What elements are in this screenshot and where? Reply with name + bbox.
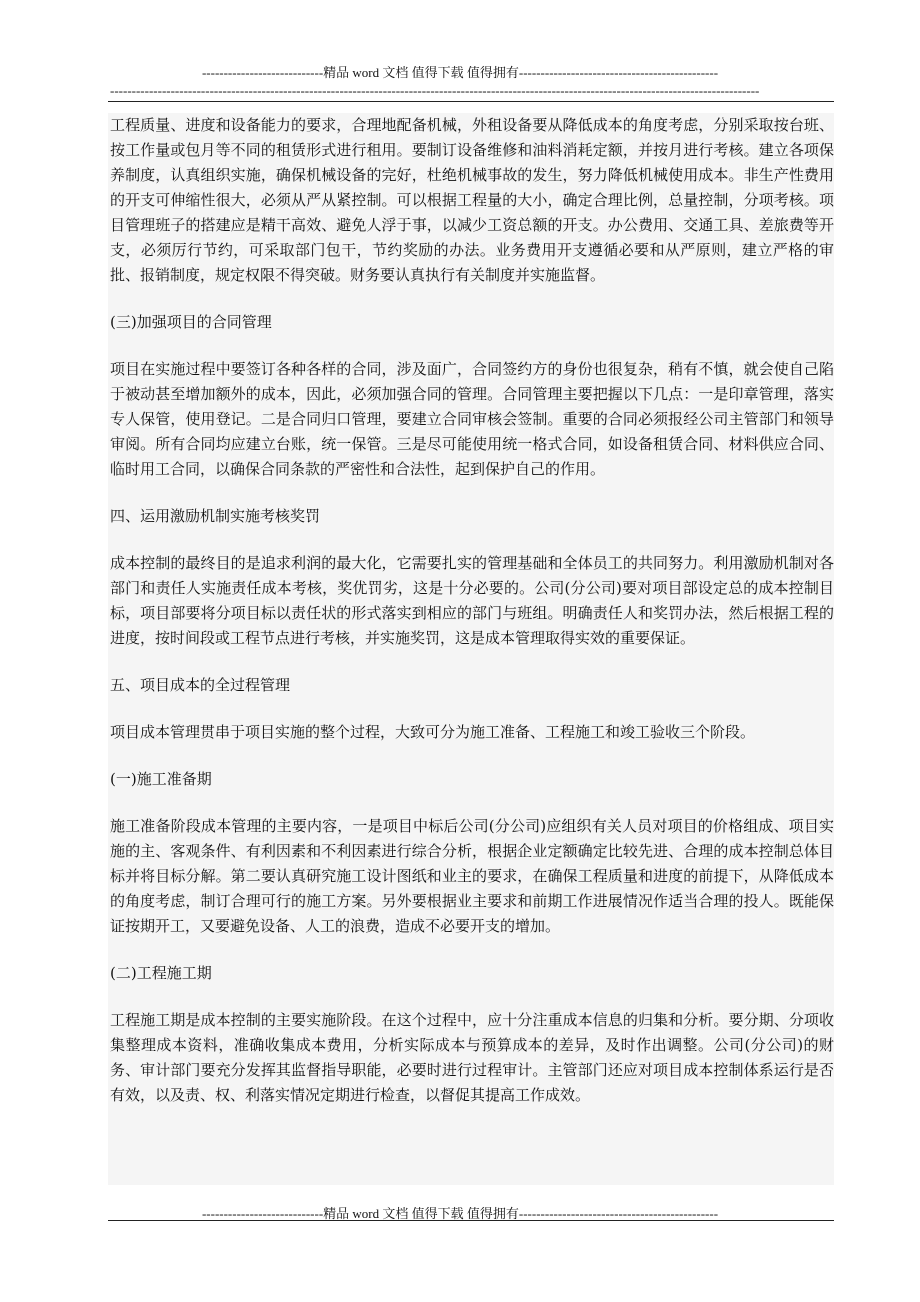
paragraph-full-process: 项目成本管理贯串于项目实施的整个过程，大致可分为施工准备、工程施工和竣工验收三个阶段。: [110, 723, 756, 741]
paragraph-contract-management: 项目在实施过程中要签订各种各样的合同，涉及面广，合同签约方的身份也很复杂，稍有不慎，就会使自己陷于被动甚至增加额外的成本，因此，必须加强合同的管理。合同管理主要把握以下几点：一是印章管理，落实专人保管，使用登记。二是合同归口管理，要建立合同审核会签制。重要的合同必须报经公司主管部门和领导审阅。所有合同均应建立台账，统一保管。三是尽可能使用统一格式合同，如设备租赁合同、材料供应合同、临时用工合同，以确保合同条款的严密性和合法性，起到保护自己的作用。: [110, 360, 834, 478]
section-heading-construction: (二)工程施工期: [110, 964, 212, 982]
header-rule: [108, 101, 834, 102]
section-heading-contract-management: (三)加强项目的合同管理: [110, 313, 272, 331]
section-heading-preparation: (一)施工准备期: [110, 770, 212, 788]
section-heading-full-process: 五、项目成本的全过程管理: [110, 676, 291, 694]
page-header-dashes: ------------------------------------------------------------------------------------------------------------------------------------------------------: [110, 84, 760, 98]
footer-rule: [108, 1220, 834, 1221]
paragraph-construction: 工程施工期是成本控制的主要实施阶段。在这个过程中，应十分注重成本信息的归集和分析。要分期、分项收集整理成本资料，准确收集成本费用，分析实际成本与预算成本的差异，及时作出调整。公司(分公司)的财务、审计部门要充分发挥其监督指导职能，必要时进行过程审计。主管部门还应对项目成本控制体系运行是否有效，以及责、权、利落实情况定期进行检查，以督促其提高工作成效。: [110, 1011, 834, 1104]
paragraph-equipment-costs: 工程质量、进度和设备能力的要求，合理地配备机械，外租设备要从降低成本的角度考虑，分别采取按台班、按工作量或包月等不同的租赁形式进行租用。要制订设备维修和油料消耗定额，并按月进行考核。建立各项保养制度，认真组织实施，确保机械设备的完好，杜绝机械事故的发生，努力降低机械使用成本。非生产性费用的开支可伸缩性很大，必须从严从紧控制。可以根据工程量的大小，确定合理比例，总量控制，分项考核。项目管理班子的搭建应是精干高效、避免人浮于事，以减少工资总额的开支。办公费用、交通工具、差旅费等开支，必须厉行节约，可采取部门包干，节约奖励的办法。业务费用开支遵循必要和从严原则，建立严格的审批、报销制度，规定权限不得突破。财务要认真执行有关制度并实施监督。: [110, 116, 834, 284]
page-footer-banner: ----------------------------精品 word 文档 值得下载 值得拥有----------------------------------------------: [201, 1206, 719, 1221]
page-header-banner: ----------------------------精品 word 文档 值得下载 值得拥有----------------------------------------------: [201, 65, 719, 80]
paragraph-preparation: 施工准备阶段成本管理的主要内容，一是项目中标后公司(分公司)应组织有关人员对项目的价格组成、项目实施的主、客观条件、有利因素和不利因素进行综合分析，根据企业定额确定比较先进、合理的成本控制总体目标并将目标分解。第二要认真研究施工设计图纸和业主的要求，在确保工程质量和进度的前提下，从降低成本的角度考虑，制订合理可行的施工方案。另外要根据业主要求和前期工作进展情况作适当合理的投人。既能保证按期开工，又要避免设备、人工的浪费，造成不必要开支的增加。: [110, 817, 834, 935]
section-heading-incentives: 四、运用激励机制实施考核奖罚: [110, 507, 321, 525]
document-body: [108, 113, 834, 1185]
paragraph-incentives: 成本控制的最终目的是追求利润的最大化，它需要扎实的管理基础和全体员工的共同努力。利用激励机制对各部门和责任人实施责任成本考核，奖优罚劣，这是十分必要的。公司(分公司)要对项目部设定总的成本控制目标，项目部要将分项目标以责任状的形式落实到相应的部门与班组。明确责任人和奖罚办法，然后根据工程的进度，按时间段或工程节点进行考核，并实施奖罚，这是成本管理取得实效的重要保证。: [110, 554, 834, 647]
